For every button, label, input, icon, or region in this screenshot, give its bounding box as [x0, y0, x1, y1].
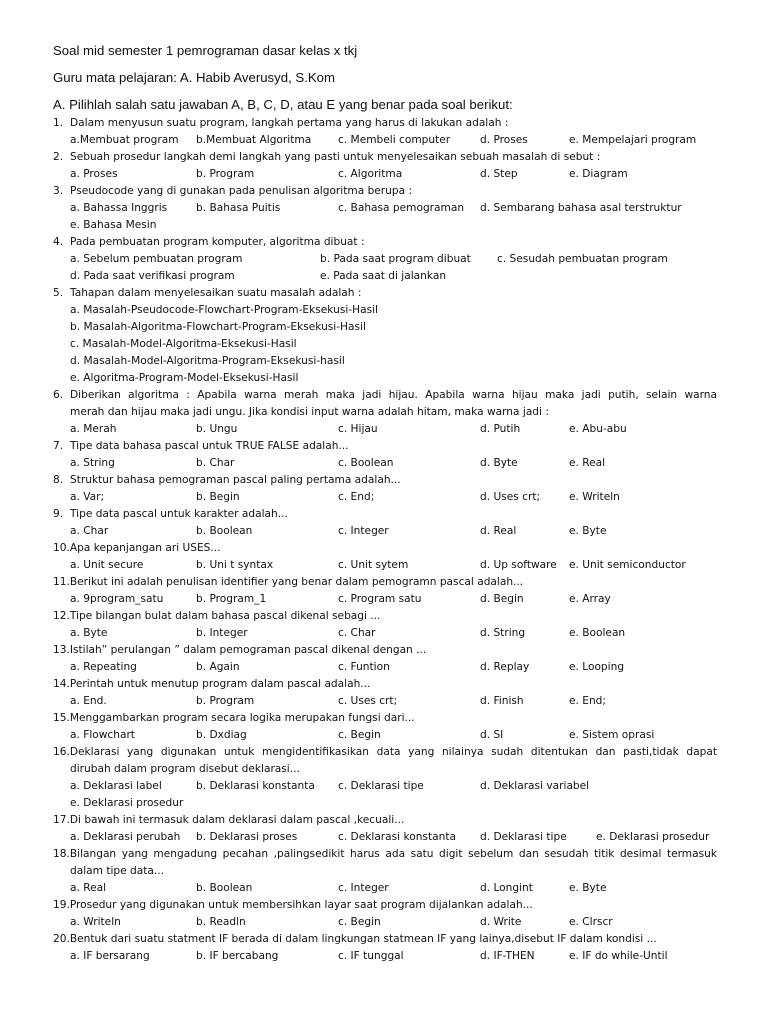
option-b[interactable]: b. Again: [196, 661, 240, 673]
question-number: 18.: [53, 848, 70, 860]
option-c[interactable]: c. Begin: [338, 916, 381, 928]
question-number: 11.: [53, 576, 70, 588]
option-c[interactable]: c. Char: [338, 627, 376, 639]
option-e[interactable]: e. Unit semiconductor: [569, 559, 686, 571]
question-stem: [53, 846, 717, 863]
question-text-continued: merah dan hijau maka jadi ungu. Jika kondisi input warna adalah hitam, maka warna jadi :: [70, 406, 549, 418]
question-number: 13.: [53, 644, 70, 656]
question-stem: [53, 234, 717, 251]
option-d[interactable]: d. Uses crt;: [480, 491, 541, 503]
option-e[interactable]: e. Mempelajari program: [569, 134, 697, 146]
question-text: Diberikan algoritma : Apabila warna merah maka jadi hijau. Apabila warna hijau maka jadi putih, selain warna: [70, 389, 717, 401]
question-stem: [53, 897, 717, 914]
teacher-line: Guru mata pelajaran: A. Habib Averusyd, S.Kom: [53, 70, 335, 85]
option-e[interactable]: e. Abu-abu: [569, 423, 627, 435]
option-c[interactable]: c. Boolean: [338, 457, 394, 469]
question-text: Menggambarkan program secara logika merupakan fungsi dari...: [69, 712, 415, 724]
question-number: 19.: [53, 899, 70, 911]
option-e[interactable]: e. Byte: [569, 525, 607, 537]
question-text: Sebuah prosedur langkah demi langkah yang pasti untuk menyelesaikan sebuah masalah di sebut :: [70, 151, 601, 163]
option-d[interactable]: d. Deklarasi variabel: [480, 780, 590, 792]
option-b[interactable]: b. Dxdiag: [196, 729, 247, 741]
question-text: Bentuk dari suatu statment IF berada di dalam lingkungan statmean IF yang lainya,disebut IF dalam kondisi ...: [69, 933, 657, 945]
question-number: 6.: [53, 389, 64, 401]
option-e[interactable]: e. Sistem oprasi: [569, 729, 655, 741]
question-number: 5.: [53, 287, 64, 299]
question-stem: [53, 540, 717, 557]
option-c[interactable]: c. Program satu: [338, 593, 422, 605]
option-b[interactable]: b. Program_1: [196, 593, 267, 605]
option-a[interactable]: a. Char: [70, 525, 109, 537]
option-d[interactable]: d. Up software: [480, 559, 557, 571]
option-b[interactable]: b. IF bercabang: [196, 950, 279, 962]
option-c[interactable]: c. Algoritma: [338, 168, 403, 180]
question-stem: [53, 574, 717, 591]
option-c[interactable]: c. Masalah-Model-Algoritma-Eksekusi-Hasil: [70, 338, 297, 350]
question-number: 7.: [53, 440, 64, 452]
option-a[interactable]: a. Real: [70, 882, 107, 894]
option-c[interactable]: c. Deklarasi tipe: [338, 780, 424, 792]
option-c[interactable]: c. Bahasa pemograman: [338, 202, 465, 214]
option-a[interactable]: a. IF bersarang: [70, 950, 150, 962]
question-number: 16.: [53, 746, 70, 758]
option-e[interactable]: e. Diagram: [569, 168, 628, 180]
option-a[interactable]: a. Bahassa Inggris: [70, 202, 168, 214]
option-b[interactable]: b. Deklarasi konstanta: [196, 780, 315, 792]
option-e[interactable]: e. End;: [569, 695, 606, 707]
question-number: 9.: [53, 508, 64, 520]
question-stem: [53, 744, 717, 761]
option-e[interactable]: e. Writeln: [569, 491, 620, 503]
question-number: 12.: [53, 610, 70, 622]
question-number: 2.: [53, 151, 64, 163]
option-b[interactable]: b. Program: [196, 168, 255, 180]
option-a[interactable]: a. Deklarasi label: [70, 780, 162, 792]
option-d[interactable]: d. Real: [480, 525, 517, 537]
question-stem: [53, 642, 717, 659]
option-d[interactable]: d. Pada saat verifikasi program: [70, 270, 235, 282]
option-a[interactable]: a. Byte: [70, 627, 108, 639]
option-b[interactable]: b. Program: [196, 695, 255, 707]
option-a[interactable]: a. Proses: [70, 168, 118, 180]
question-number: 8.: [53, 474, 64, 486]
option-e[interactable]: e. Looping: [569, 661, 625, 673]
option-c[interactable]: c. Sesudah pembuatan program: [497, 253, 668, 265]
option-e[interactable]: e. Algoritma-Program-Model-Eksekusi-Hasil: [70, 372, 299, 384]
option-b[interactable]: b. Boolean: [196, 525, 253, 537]
question-number: 20.: [53, 933, 70, 945]
option-e[interactable]: e. Deklarasi prosedur: [596, 831, 710, 843]
option-c[interactable]: c. Integer: [338, 882, 389, 894]
option-c[interactable]: c. Unit sytem: [338, 559, 409, 571]
option-a[interactable]: a. Deklarasi perubah: [70, 831, 181, 843]
option-b[interactable]: b.Membuat Algoritma: [196, 134, 312, 146]
question-stem: [53, 438, 717, 455]
option-d[interactable]: d. String: [480, 627, 526, 639]
option-d[interactable]: d. Finish: [480, 695, 524, 707]
option-c[interactable]: c. Membeli computer: [338, 134, 451, 146]
option-b[interactable]: b. Masalah-Algoritma-Flowchart-Program-Eksekusi-Hasil: [70, 321, 366, 333]
question-text: Tipe bilangan bulat dalam bahasa pascal dikenal sebagi ...: [69, 610, 381, 622]
question-text: Bilangan yang mengadung pecahan ,palingsedikit harus ada satu digit sebelum dan sesudah titik desimal termasuk: [69, 848, 717, 860]
option-a[interactable]: a.Membuat program: [70, 134, 179, 146]
option-e[interactable]: e. Bahasa Mesin: [70, 219, 157, 231]
option-c[interactable]: c. Integer: [338, 525, 389, 537]
option-b[interactable]: b. Bahasa Puitis: [196, 202, 281, 214]
question-text: Perintah untuk menutup program dalam pascal adalah...: [69, 678, 371, 690]
option-a[interactable]: a. Flowchart: [70, 729, 135, 741]
option-d[interactable]: d. Write: [480, 916, 522, 928]
option-a[interactable]: a. Masalah-Pseudocode-Flowchart-Program-Eksekusi-Hasil: [70, 304, 378, 316]
question-stem: [53, 812, 717, 829]
question-text: Apa kepanjangan ari USES...: [69, 542, 221, 554]
question-stem: [53, 285, 717, 302]
question-number: 14.: [53, 678, 70, 690]
option-e[interactable]: e. Pada saat di jalankan: [320, 270, 447, 282]
question-text-continued: dirubah dalam program disebut deklarasi...: [70, 763, 300, 775]
option-d[interactable]: d. Putih: [480, 423, 521, 435]
option-c[interactable]: c. Uses crt;: [338, 695, 398, 707]
question-stem: [53, 183, 717, 200]
option-e[interactable]: e. IF do while-Until: [569, 950, 668, 962]
option-e[interactable]: e. Array: [569, 593, 611, 605]
question-text: Tahapan dalam menyelesaikan suatu masalah adalah :: [70, 287, 362, 299]
question-stem: [53, 608, 717, 625]
option-b[interactable]: b. Ungu: [196, 423, 238, 435]
option-a[interactable]: a. Repeating: [70, 661, 137, 673]
option-a[interactable]: a. 9program_satu: [70, 593, 164, 605]
option-c[interactable]: c. Deklarasi konstanta: [338, 831, 456, 843]
option-c[interactable]: c. IF tunggal: [338, 950, 404, 962]
question-number: 10.: [53, 542, 70, 554]
option-d[interactable]: d. Byte: [480, 457, 518, 469]
question-text: Deklarasi yang digunakan untuk mengidentifikasikan data yang nilainya sudah ditentukan dan pasti,tidak dapat: [69, 746, 717, 758]
question-stem: [53, 472, 717, 489]
option-b[interactable]: b. Integer: [196, 627, 248, 639]
question-number: 1.: [53, 117, 64, 129]
option-a[interactable]: a. Unit secure: [70, 559, 144, 571]
option-b[interactable]: b. Deklarasi proses: [196, 831, 298, 843]
option-a[interactable]: a. Sebelum pembuatan program: [70, 253, 243, 265]
question-text: Pseudocode yang di gunakan pada penulisan algoritma berupa :: [70, 185, 413, 197]
question-text: Di bawah ini termasuk dalam deklarasi dalam pascal ,kecuali...: [69, 814, 405, 826]
option-d[interactable]: d. IF-THEN: [480, 950, 535, 962]
instruction-line: A. Pilihlah salah satu jawaban A, B, C, D, atau E yang benar pada soal berikut:: [53, 97, 513, 112]
option-b[interactable]: b. Char: [196, 457, 235, 469]
option-d[interactable]: d. SI: [480, 729, 504, 741]
question-stem: [53, 676, 717, 693]
option-a[interactable]: a. String: [70, 457, 115, 469]
option-a[interactable]: a. Var;: [70, 491, 105, 503]
question-number: 15.: [53, 712, 70, 724]
option-c[interactable]: c. End;: [338, 491, 375, 503]
option-a[interactable]: a. Writeln: [70, 916, 121, 928]
question-text: Tipe data bahasa pascal untuk TRUE FALSE adalah...: [70, 440, 349, 452]
option-b[interactable]: b. Readln: [196, 916, 246, 928]
question-text: Tipe data pascal untuk karakter adalah...: [70, 508, 288, 520]
option-b[interactable]: b. Uni t syntax: [196, 559, 274, 571]
option-d[interactable]: d. Replay: [480, 661, 530, 673]
option-d[interactable]: d. Step: [480, 168, 518, 180]
question-text: Pada pembuatan program komputer, algoritma dibuat :: [70, 236, 365, 248]
option-e[interactable]: e. Byte: [569, 882, 607, 894]
option-c[interactable]: c. Begin: [338, 729, 381, 741]
option-e[interactable]: e. Boolean: [569, 627, 626, 639]
question-stem: [53, 387, 717, 404]
option-c[interactable]: c. Hijau: [338, 423, 378, 435]
option-d[interactable]: d. Proses: [480, 134, 528, 146]
option-d[interactable]: d. Deklarasi tipe: [480, 831, 567, 843]
option-e[interactable]: e. Deklarasi prosedur: [70, 797, 184, 809]
option-d[interactable]: d. Masalah-Model-Algoritma-Program-Eksekusi-hasil: [70, 355, 345, 367]
question-stem: [53, 149, 717, 166]
option-d[interactable]: d. Longint: [480, 882, 533, 894]
option-e[interactable]: e. Clrscr: [569, 916, 613, 928]
option-e[interactable]: e. Real: [569, 457, 606, 469]
exam-title: Soal mid semester 1 pemrograman dasar kelas x tkj: [53, 43, 358, 58]
question-stem: [53, 506, 717, 523]
option-c[interactable]: c. Funtion: [338, 661, 390, 673]
question-text: Prosedur yang digunakan untuk membersihkan layar saat program dijalankan adalah...: [69, 899, 533, 911]
question-number: 4.: [53, 236, 64, 248]
option-d[interactable]: d. Begin: [480, 593, 524, 605]
question-text: Struktur bahasa pemograman pascal paling pertama adalah...: [70, 474, 401, 486]
question-stem: [53, 931, 717, 948]
option-a[interactable]: a. Merah: [70, 423, 117, 435]
question-text: Istilah” perulangan ” dalam pemograman pascal dikenal dengan ...: [69, 644, 427, 656]
option-b[interactable]: b. Boolean: [196, 882, 253, 894]
question-number: 3.: [53, 185, 64, 197]
option-b[interactable]: b. Begin: [196, 491, 240, 503]
option-b[interactable]: b. Pada saat program dibuat: [320, 253, 471, 265]
question-text-continued: dalam tipe data...: [70, 865, 165, 877]
question-number: 17.: [53, 814, 70, 826]
option-a[interactable]: a. End.: [70, 695, 107, 707]
question-stem: [53, 710, 717, 727]
question-stem: [53, 115, 717, 132]
option-d[interactable]: d. Sembarang bahasa asal terstruktur: [480, 202, 682, 214]
question-text: Berikut ini adalah penulisan identifier yang benar dalam pemogramn pascal adalah...: [69, 576, 524, 588]
question-text: Dalam menyusun suatu program, langkah pertama yang harus di lakukan adalah :: [70, 117, 509, 129]
